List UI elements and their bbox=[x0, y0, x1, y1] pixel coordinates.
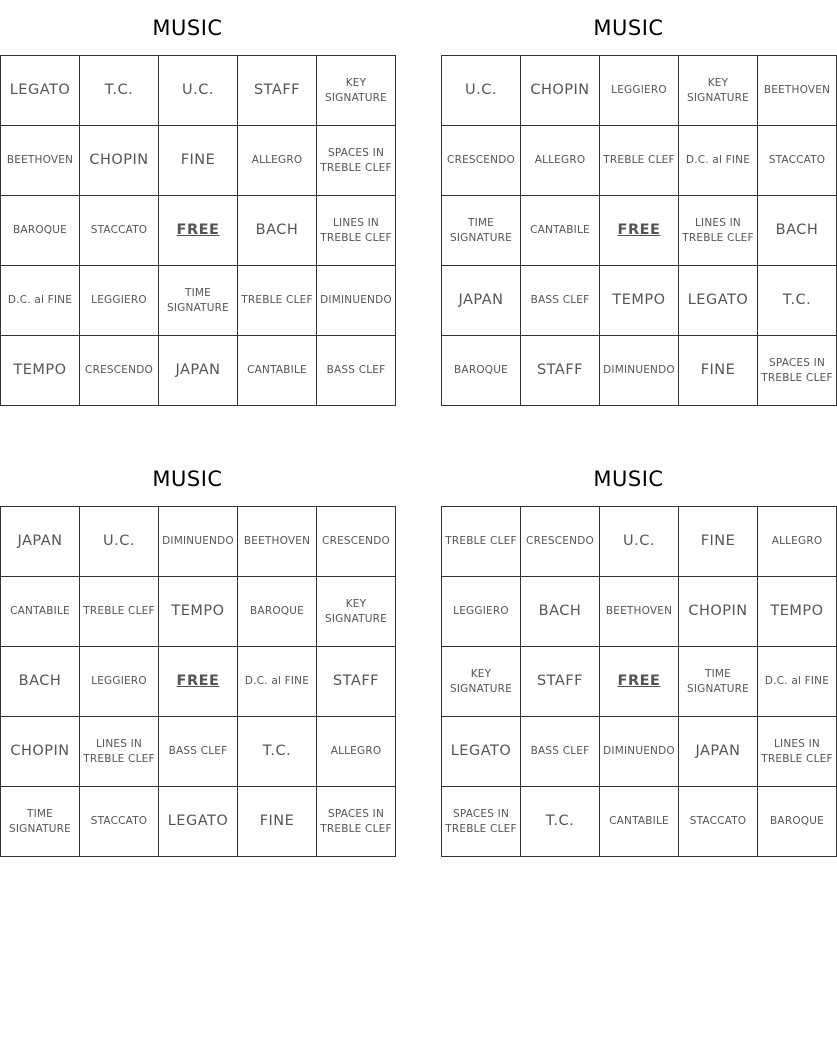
bingo-cell: T.C. bbox=[80, 56, 159, 126]
bingo-cell: LEGGIERO bbox=[80, 647, 159, 717]
bingo-cell: TIME SIGNATURE bbox=[442, 196, 521, 266]
bingo-cell: STACCATO bbox=[80, 787, 159, 857]
bingo-cell: KEY SIGNATURE bbox=[317, 56, 396, 126]
bingo-cell: CRESCENDO bbox=[317, 507, 396, 577]
bingo-cell: TIME SIGNATURE bbox=[159, 266, 238, 336]
bingo-cell: SPACES IN TREBLE CLEF bbox=[758, 336, 837, 406]
bingo-cell: ALLEGRO bbox=[238, 126, 317, 196]
bingo-cell: SPACES IN TREBLE CLEF bbox=[442, 787, 521, 857]
bingo-cell: LEGGIERO bbox=[442, 577, 521, 647]
bingo-cell: TEMPO bbox=[1, 336, 80, 406]
free-space: FREE bbox=[600, 647, 679, 717]
bingo-grid bbox=[0, 55, 396, 406]
bingo-cell: BACH bbox=[521, 577, 600, 647]
bingo-cell: BASS CLEF bbox=[317, 336, 396, 406]
bingo-cell: FINE bbox=[159, 126, 238, 196]
bingo-cell: LEGGIERO bbox=[600, 56, 679, 126]
bingo-cell: FINE bbox=[679, 507, 758, 577]
bingo-cell: D.C. al FINE bbox=[758, 647, 837, 717]
bingo-cell: TREBLE CLEF bbox=[238, 266, 317, 336]
bingo-cell: KEY SIGNATURE bbox=[679, 56, 758, 126]
bingo-grid bbox=[441, 55, 837, 406]
bingo-cell: KEY SIGNATURE bbox=[442, 647, 521, 717]
bingo-row bbox=[1, 266, 396, 336]
bingo-cell: U.C. bbox=[600, 507, 679, 577]
bingo-cell: BAROQUE bbox=[442, 336, 521, 406]
bingo-cell: D.C. al FINE bbox=[679, 126, 758, 196]
bingo-cell: SPACES IN TREBLE CLEF bbox=[317, 787, 396, 857]
free-space: FREE bbox=[159, 647, 238, 717]
free-space: FREE bbox=[159, 196, 238, 266]
bingo-cell: STACCATO bbox=[80, 196, 159, 266]
bingo-cell: LEGATO bbox=[159, 787, 238, 857]
bingo-cell: CANTABILE bbox=[521, 196, 600, 266]
bingo-row bbox=[442, 196, 837, 266]
bingo-row bbox=[1, 647, 396, 717]
bingo-grid bbox=[441, 506, 837, 857]
bingo-row bbox=[1, 56, 396, 126]
bingo-cell: CANTABILE bbox=[238, 336, 317, 406]
bingo-cell: BEETHOVEN bbox=[758, 56, 837, 126]
bingo-cell: CHOPIN bbox=[679, 577, 758, 647]
bingo-cell: BASS CLEF bbox=[159, 717, 238, 787]
bingo-cell: SPACES IN TREBLE CLEF bbox=[317, 126, 396, 196]
bingo-cell: CRESCENDO bbox=[521, 507, 600, 577]
bingo-cell: LEGATO bbox=[442, 717, 521, 787]
card-title: MUSIC bbox=[152, 466, 223, 491]
bingo-cell: JAPAN bbox=[442, 266, 521, 336]
bingo-cell: CRESCENDO bbox=[80, 336, 159, 406]
bingo-cell: BAROQUE bbox=[238, 577, 317, 647]
bingo-cell: TEMPO bbox=[159, 577, 238, 647]
bingo-cell: LEGATO bbox=[1, 56, 80, 126]
bingo-cell: BACH bbox=[238, 196, 317, 266]
bingo-cell: BEETHOVEN bbox=[600, 577, 679, 647]
bingo-cell: CHOPIN bbox=[80, 126, 159, 196]
bingo-cell: KEY SIGNATURE bbox=[317, 577, 396, 647]
bingo-card-1 bbox=[0, 0, 392, 406]
bingo-cell: JAPAN bbox=[1, 507, 80, 577]
bingo-row bbox=[442, 336, 837, 406]
bingo-cell: STAFF bbox=[317, 647, 396, 717]
bingo-cell: BEETHOVEN bbox=[238, 507, 317, 577]
card-title: MUSIC bbox=[152, 15, 223, 40]
bingo-cell: T.C. bbox=[238, 717, 317, 787]
bingo-row bbox=[1, 507, 396, 577]
bingo-cell: BACH bbox=[1, 647, 80, 717]
bingo-cell: TREBLE CLEF bbox=[80, 577, 159, 647]
bingo-cell: TREBLE CLEF bbox=[600, 126, 679, 196]
free-space: FREE bbox=[600, 196, 679, 266]
bingo-cell: TIME SIGNATURE bbox=[1, 787, 80, 857]
bingo-card-4 bbox=[441, 451, 833, 857]
bingo-cell: BAROQUE bbox=[1, 196, 80, 266]
bingo-row bbox=[442, 577, 837, 647]
bingo-cell: BASS CLEF bbox=[521, 266, 600, 336]
bingo-row bbox=[442, 266, 837, 336]
bingo-cell: DIMINUENDO bbox=[159, 507, 238, 577]
bingo-cell: CHOPIN bbox=[1, 717, 80, 787]
bingo-cell: CRESCENDO bbox=[442, 126, 521, 196]
bingo-row bbox=[442, 56, 837, 126]
bingo-cell: ALLEGRO bbox=[758, 507, 837, 577]
bingo-cell: STACCATO bbox=[758, 126, 837, 196]
bingo-cell: U.C. bbox=[442, 56, 521, 126]
bingo-cell: ALLEGRO bbox=[521, 126, 600, 196]
bingo-cell: D.C. al FINE bbox=[238, 647, 317, 717]
bingo-cell: U.C. bbox=[159, 56, 238, 126]
bingo-row bbox=[1, 787, 396, 857]
card-title: MUSIC bbox=[593, 15, 664, 40]
bingo-grid bbox=[0, 506, 396, 857]
bingo-cell: D.C. al FINE bbox=[1, 266, 80, 336]
bingo-cell: LINES IN TREBLE CLEF bbox=[679, 196, 758, 266]
bingo-cell: LINES IN TREBLE CLEF bbox=[317, 196, 396, 266]
bingo-cell: LEGATO bbox=[679, 266, 758, 336]
bingo-cell: T.C. bbox=[521, 787, 600, 857]
card-title: MUSIC bbox=[593, 466, 664, 491]
bingo-cell: JAPAN bbox=[159, 336, 238, 406]
bingo-cell: STAFF bbox=[238, 56, 317, 126]
bingo-cell: TEMPO bbox=[758, 577, 837, 647]
bingo-cell: BAROQUE bbox=[758, 787, 837, 857]
bingo-cell: T.C. bbox=[758, 266, 837, 336]
bingo-cell: STAFF bbox=[521, 336, 600, 406]
bingo-row bbox=[442, 507, 837, 577]
bingo-cell: TREBLE CLEF bbox=[442, 507, 521, 577]
bingo-row bbox=[1, 577, 396, 647]
bingo-cell: DIMINUENDO bbox=[600, 717, 679, 787]
bingo-row bbox=[442, 717, 837, 787]
bingo-row bbox=[1, 717, 396, 787]
bingo-row bbox=[1, 126, 396, 196]
bingo-row bbox=[1, 336, 396, 406]
bingo-cell: CANTABILE bbox=[600, 787, 679, 857]
bingo-cell: DIMINUENDO bbox=[317, 266, 396, 336]
bingo-cell: CHOPIN bbox=[521, 56, 600, 126]
bingo-cell: ALLEGRO bbox=[317, 717, 396, 787]
bingo-row bbox=[442, 647, 837, 717]
bingo-cell: BEETHOVEN bbox=[1, 126, 80, 196]
bingo-cell: TEMPO bbox=[600, 266, 679, 336]
bingo-cell: LINES IN TREBLE CLEF bbox=[758, 717, 837, 787]
bingo-row bbox=[1, 196, 396, 266]
bingo-cell: CANTABILE bbox=[1, 577, 80, 647]
bingo-cell: U.C. bbox=[80, 507, 159, 577]
bingo-row bbox=[442, 787, 837, 857]
bingo-cell: FINE bbox=[679, 336, 758, 406]
bingo-cell: DIMINUENDO bbox=[600, 336, 679, 406]
bingo-cell: LINES IN TREBLE CLEF bbox=[80, 717, 159, 787]
bingo-card-2 bbox=[441, 0, 833, 406]
bingo-cell: LEGGIERO bbox=[80, 266, 159, 336]
bingo-cell: STAFF bbox=[521, 647, 600, 717]
bingo-cell: JAPAN bbox=[679, 717, 758, 787]
bingo-cell: STACCATO bbox=[679, 787, 758, 857]
bingo-cell: BACH bbox=[758, 196, 837, 266]
bingo-row bbox=[442, 126, 837, 196]
bingo-card-3 bbox=[0, 451, 392, 857]
bingo-cell: TIME SIGNATURE bbox=[679, 647, 758, 717]
bingo-cell: FINE bbox=[238, 787, 317, 857]
bingo-cell: BASS CLEF bbox=[521, 717, 600, 787]
